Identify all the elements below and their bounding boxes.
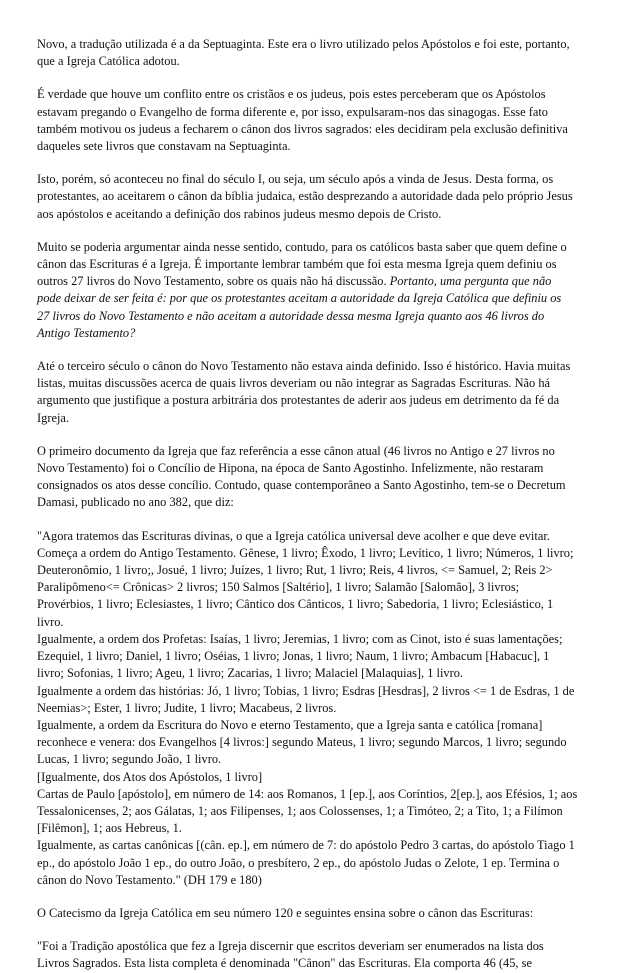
paragraph-first-century bbox=[37, 171, 608, 223]
quote-line: Provérbios, 1 livro; Eclesiastes, 1 livro; Cântico dos Cânticos, 1 livro; Sabedoria, 1 livro; Eclesiástico, 1 bbox=[37, 597, 554, 612]
italic-line: 27 livros do Novo Testamento e não aceitam a autoridade dessa mesma Igreja quanto aos 46 livros do bbox=[37, 308, 545, 323]
quote-line: ep., do apóstolo João 1 ep., do outro João, o presbítero, 2 ep., do apóstolo Judas o Zelote, 1 ep. Termina o bbox=[37, 855, 560, 870]
quote-line: livro; Sofonias, 1 livro; Ageu, 1 livro; Zacarias, 1 livro; Malaciel [Malaquias], 1 livro. bbox=[37, 666, 464, 681]
quote-line: Cartas de Paulo [apóstolo], em número de 14: aos Romanos, 1 [ep.], aos Coríntios, 2[ep.], aos Efésios, 1; aos bbox=[37, 786, 578, 801]
text-segment: outros 27 livros do Novo Testamento, sobre os quais não há discussão. bbox=[37, 274, 387, 289]
quote-line: Neemias>; Ester, 1 livro; Judite, 1 livro; Macabeus, 2 livros. bbox=[37, 700, 337, 715]
paragraph-third-century bbox=[37, 358, 608, 427]
quote-line: "Agora tratemos das Escrituras divinas, o que a Igreja católica universal deve acolher e que deve evitar. bbox=[37, 528, 550, 543]
quote-line: Igualmente, a ordem dos Profetas: Isaías, 1 livro; Jeremias, 1 livro; com as Cinot, isto é suas lamentações; bbox=[37, 631, 563, 646]
text-line: cânon das Escrituras é a Igreja. É importante lembrar também que foi esta mesma Igreja quem definiu os bbox=[37, 257, 557, 272]
text-line: Muito se poderia argumentar ainda nesse sentido, contudo, para os católicos basta saber que quem define o bbox=[37, 239, 567, 254]
quote-line: Deuteronômio, 1 livro;, Josué, 1 livro; Juízes, 1 livro; Rut, 1 livro; Reis, 4 livros, <= Samuel, 2; Reis 2> bbox=[37, 563, 553, 578]
quote-line: Ezequiel, 1 livro; Daniel, 1 livro; Oséias, 1 livro; Jonas, 1 livro; Naum, 1 livro; Ambacum [Habacuc], 1 bbox=[37, 649, 550, 664]
text-line: consignados os atos desse concílio. Contudo, quase contemporâneo a Santo Agostinho, tem-se o Decretum bbox=[37, 478, 566, 493]
quote-line: Lucas, 1 livro; segundo João, 1 livro. bbox=[37, 752, 222, 767]
quote-line: [Filêmon], 1; aos Hebreus, 1. bbox=[37, 821, 182, 836]
text-line: Novo Testamento) foi o Concílio de Hipona, na época de Santo Agostinho. Infelizmente, não restaram bbox=[37, 461, 544, 476]
text-line bbox=[37, 273, 608, 290]
paragraph-catechism-intro bbox=[37, 905, 608, 922]
paragraph-conflict bbox=[37, 86, 608, 155]
paragraph-apostolic-tradition bbox=[37, 938, 608, 972]
quote-line: reconhece e venera: dos Evangelhos [4 livros:] segundo Mateus, 1 livro; segundo Marcos, 1 livro; segundo bbox=[37, 735, 567, 750]
text-line: É verdade que houve um conflito entre os cristãos e os judeus, pois estes perceberam que os Apóstolos bbox=[37, 87, 546, 102]
quote-line: livro. bbox=[37, 614, 64, 629]
text-line: O Catecismo da Igreja Católica em seu número 120 e seguintes ensina sobre o cânon das Escrituras: bbox=[37, 905, 534, 920]
text-line: daqueles sete livros que constavam na Septuaginta. bbox=[37, 139, 291, 154]
decretum-damasi-quote bbox=[37, 528, 608, 889]
text-line: estavam pregando o Evangelho de forma diferente e, por isso, expulsaram-nos das sinagogas. Esse fato bbox=[37, 104, 548, 119]
paragraph-church-defines-canon bbox=[37, 239, 608, 342]
text-line: Novo, a tradução utilizada é a da Septuaginta. Este era o livro utilizado pelos Apóstolos e foi este, portanto, bbox=[37, 37, 570, 51]
text-line: que a Igreja Católica adotou. bbox=[37, 54, 180, 69]
quote-line: Igualmente, a ordem da Escritura do Novo e eterno Testamento, que a Igreja santa e católica [romana] bbox=[37, 717, 543, 732]
text-line: "Foi a Tradição apostólica que fez a Igreja discernir que escritos deveriam ser enumerados na lista dos bbox=[37, 939, 544, 954]
paragraph-septuaginta bbox=[37, 36, 608, 70]
text-line: Livros Sagrados. Esta lista completa é denominada "Cânon" das Escrituras. Ela comporta 46 (45, se bbox=[37, 956, 532, 971]
quote-line: Tessalonicenses, 2; aos Gálatas, 1; aos Filipenses, 1; aos Colossenses, 1; a Timóteo, 2; a Tito, 1; a Filímon bbox=[37, 803, 563, 818]
text-line: argumento que justifique a postura arbitrária dos protestantes de aderir aos judeus em detrimento da fé da bbox=[37, 393, 560, 408]
text-line: O primeiro documento da Igreja que faz referência a esse cânon atual (46 livros no Antigo e 27 livros no bbox=[37, 443, 555, 458]
text-line: também motivou os judeus a fecharem o cânon dos livros sagrados: eles decidiram pela exclusão definitiva bbox=[37, 121, 568, 136]
text-line: protestantes, ao aceitarem o cânon da bíblia judaica, estão desprezando a autoridade dada pelo próprio Jesus bbox=[37, 189, 573, 204]
quote-line: Igualmente a ordem das histórias: Jó, 1 livro; Tobias, 1 livro; Esdras [Hesdras], 2 livros <= 1 de Esdras, 1 de bbox=[37, 683, 575, 698]
text-line: Até o terceiro século o cânon do Novo Testamento não estava ainda definido. Isso é histórico. Havia muitas bbox=[37, 359, 571, 374]
quote-line: Igualmente, as cartas canônicas [(cân. ep.], em número de 7: do apóstolo Pedro 3 cartas, do apóstolo Tiago 1 bbox=[37, 838, 575, 853]
italic-line: pode deixar de ser feita é: por que os protestantes aceitam a autoridade da Igreja Católica que definiu os bbox=[37, 291, 562, 306]
italic-line: Antigo Testamento? bbox=[37, 325, 136, 340]
text-line: Isto, porém, só aconteceu no final do século I, ou seja, um século após a vinda de Jesus. Desta forma, os bbox=[37, 172, 554, 187]
italic-question: Portanto, uma pergunta que não bbox=[389, 274, 552, 289]
text-line: Igreja. bbox=[37, 410, 69, 425]
paragraph-council-of-hippo bbox=[37, 443, 608, 512]
quote-line: Começa a ordem do Antigo Testamento. Gênese, 1 livro; Êxodo, 1 livro; Levítico, 1 livro; Números, 1 livro; bbox=[37, 545, 574, 560]
quote-line: Paralipômeno<= Crônicas> 2 livros; 150 Salmos [Saltério], 1 livro; Salamão [Salomão], 3 livros; bbox=[37, 580, 520, 595]
quote-line: cânon do Novo Testamento." (DH 179 e 180) bbox=[37, 872, 262, 887]
text-line: aos apóstolos e aceitando a definição dos rabinos judeus mesmo depois de Cristo. bbox=[37, 206, 442, 221]
text-line: Damasi, publicado no ano 382, que diz: bbox=[37, 495, 234, 510]
quote-line: [Igualmente, dos Atos dos Apóstolos, 1 livro] bbox=[37, 769, 263, 784]
text-line: listas, muitas discussões acerca de quais livros deveriam ou não integrar as Sagradas Escrituras. Não há bbox=[37, 376, 551, 391]
